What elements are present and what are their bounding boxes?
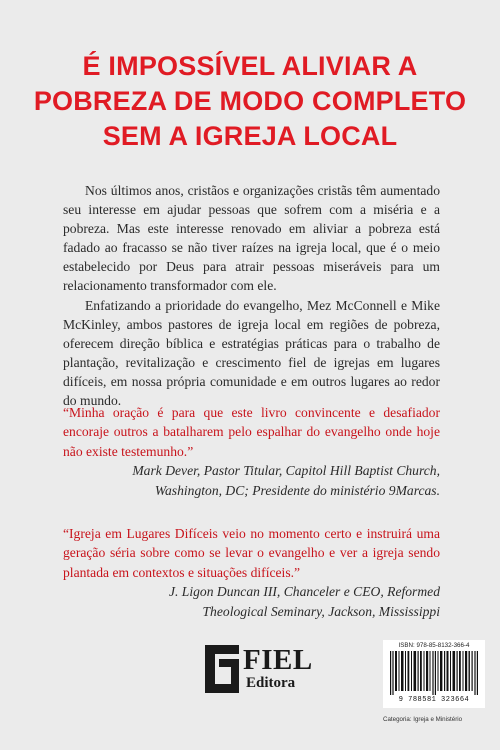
barcode-digits: 9 788581 323664 [398, 696, 470, 704]
headline-line-3: SEM A IGREJA LOCAL [102, 121, 398, 151]
endorsement-attribution-line-1: Mark Dever, Pastor Titular, Capitol Hill Baptist Church, [132, 463, 440, 479]
isbn-barcode-box [383, 640, 485, 708]
synopsis [63, 181, 440, 410]
endorsement-attribution-line-2: Theological Seminary, Jackson, Mississippi [202, 603, 440, 619]
headline-line-1: É IMPOSSÍVEL ALIVIAR A [82, 51, 418, 81]
publisher-subtitle: Editora [246, 675, 296, 691]
category-label: Categoria: Igreja e Ministério [383, 716, 463, 723]
publisher-name: FIEL [243, 644, 313, 676]
publisher-logo [205, 645, 320, 695]
fiel-logo-icon [205, 645, 239, 693]
headline-line-2: POBREZA DE MODO COMPLETO [33, 86, 467, 116]
barcode-icon [390, 651, 478, 695]
endorsement-attribution-line-1: J. Ligon Duncan III, Chanceler e CEO, Reformed [168, 584, 440, 600]
synopsis-paragraph-1: Nos últimos anos, cristãos e organizações cristãs têm aumentado seu interesse em ajudar pessoas que sofrem com a miséria e a pobreza. Mas este interesse renovado em aliviar a pobreza está fadado ao fracasso se não tiver raízes na igreja local, que é o meio estabelecido por Deus para atrair pessoas miseráveis para um relacionamento transformador com ele. [63, 183, 440, 294]
isbn-label: ISBN: 978-85-8132-366-4 [398, 642, 470, 649]
endorsement-attribution-line-2: Washington, DC; Presidente do ministério 9Marcas. [154, 482, 440, 498]
endorsement-quote: “Minha oração é para que este livro convincente e desafiador encoraje outros a batalharem pelo espalhar do evangelho onde hoje não existe testemunho.” [63, 405, 440, 459]
endorsement-quote: “Igreja em Lugares Difíceis veio no momento certo e instruirá uma geração séria sobre como se levar o evangelho e ver a igreja sendo plantada em contextos e situações difíceis.” [63, 526, 440, 580]
headline [20, 49, 480, 154]
synopsis-paragraph-2: Enfatizando a prioridade do evangelho, Mez McConnell e Mike McKinley, ambos pastores de igreja local em regiões de pobreza, oferecem direção bíblica e estratégias práticas para o trabalho de plantação, revitalização e crescimento fiel de igrejas em lugares difíceis, em nossa própria comunidade e em outros lugares ao redor do mundo. [63, 297, 440, 409]
endorsement-1 [63, 403, 440, 500]
endorsement-2 [63, 524, 440, 621]
